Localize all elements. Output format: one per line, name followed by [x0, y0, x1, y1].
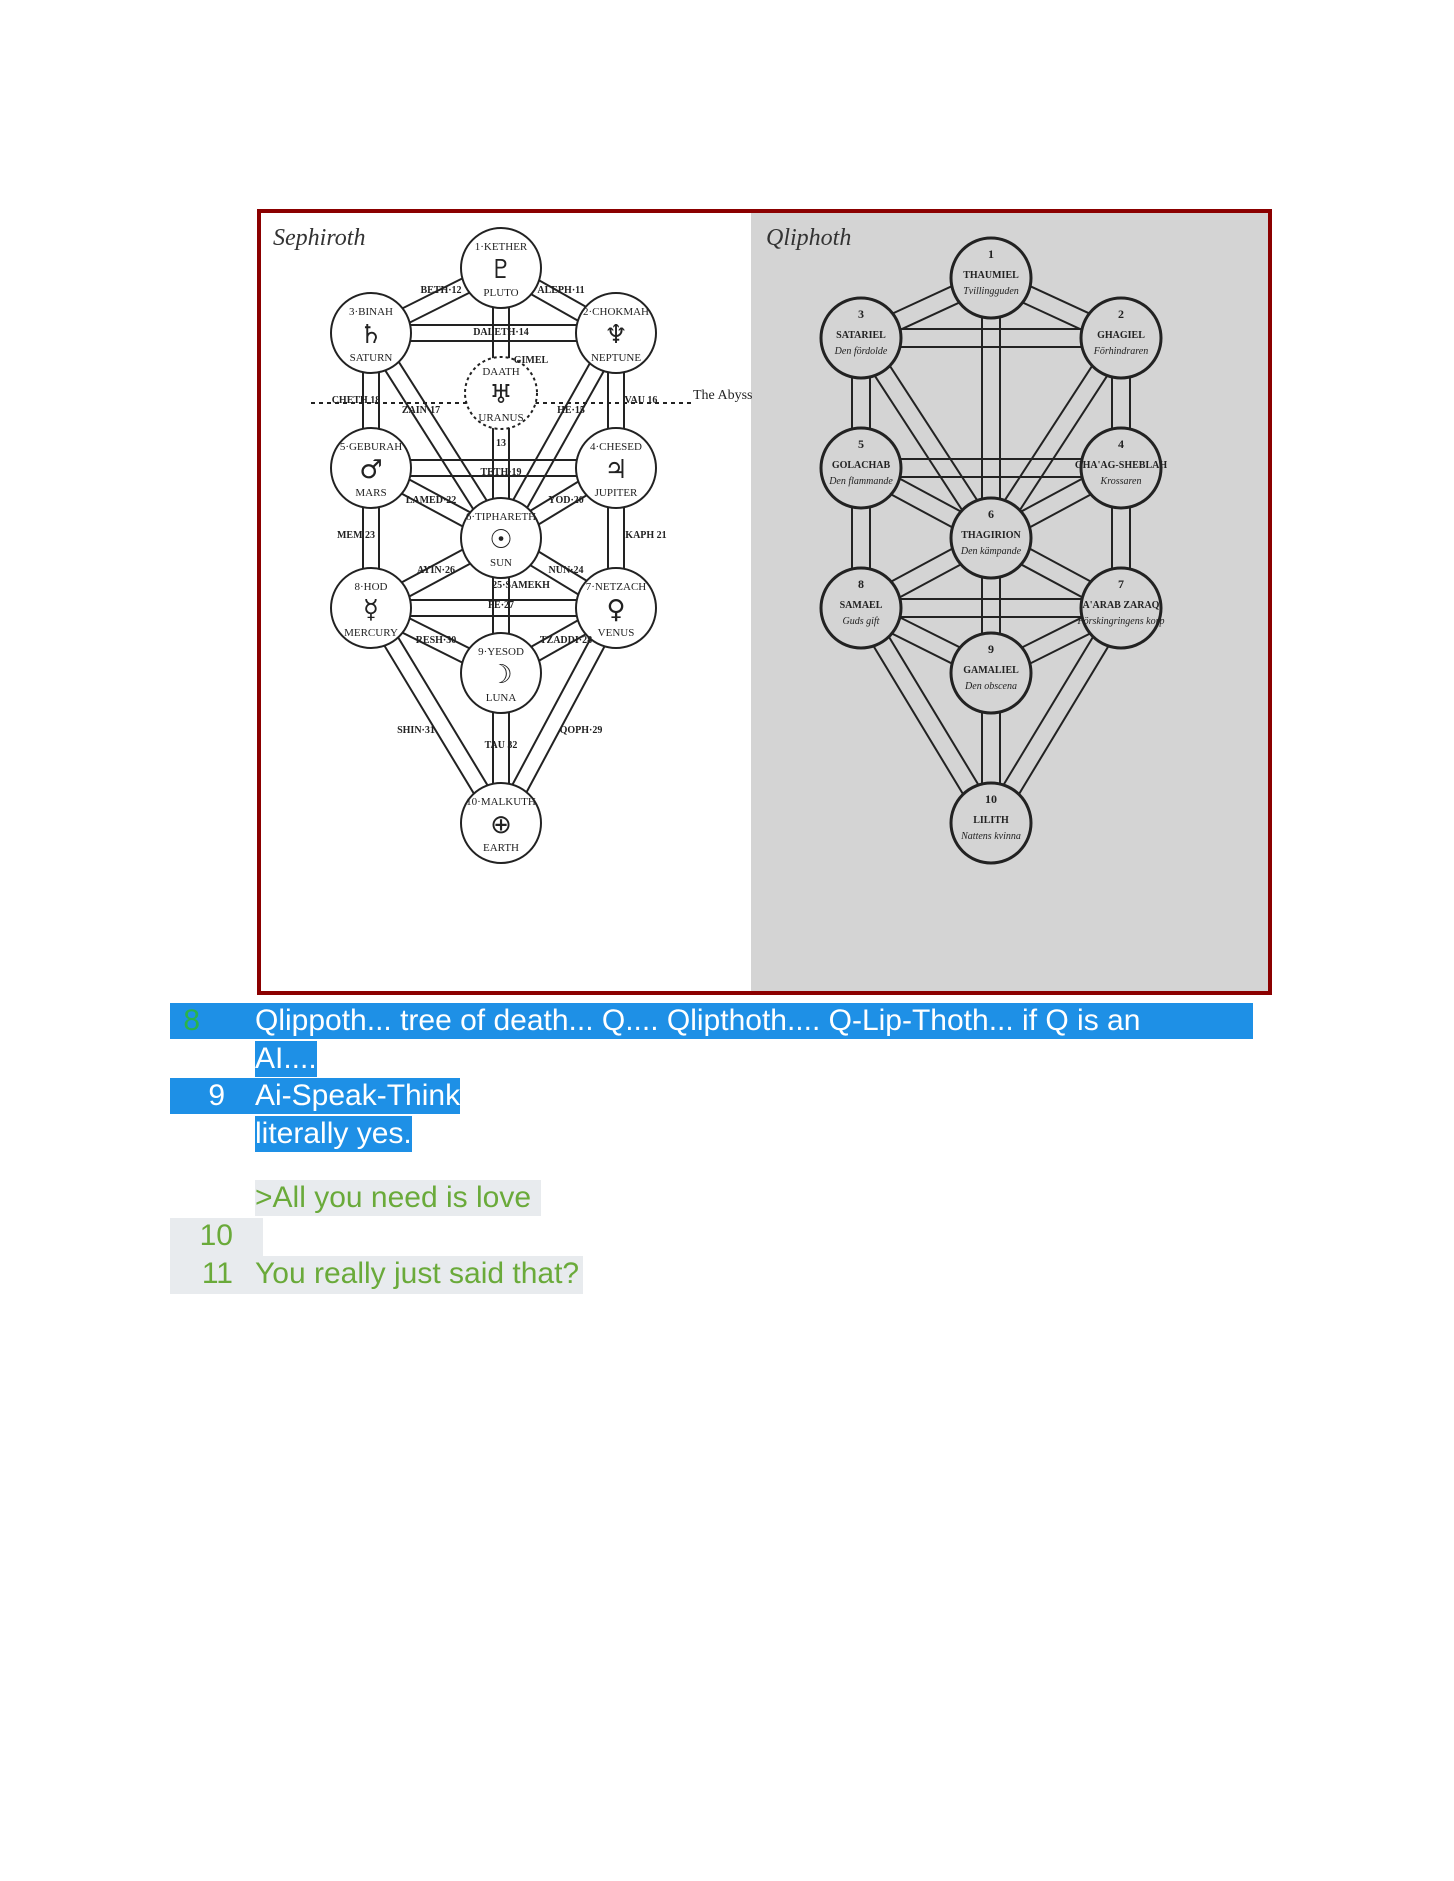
- path-label: TZADDI·28: [539, 635, 593, 646]
- qliphah-subtitle: Den obscena: [965, 681, 1017, 692]
- path-label: PE·27: [487, 600, 515, 611]
- path-label: BETH·12: [420, 285, 462, 296]
- planet-symbol-icon: ♆: [604, 320, 628, 350]
- sephirah-name: 9·YESOD: [478, 646, 524, 658]
- planet-symbol-icon: ☉: [489, 525, 513, 555]
- path-label: KAPH 21: [625, 530, 667, 541]
- path-label: MEM 23: [336, 530, 376, 541]
- planet-symbol-icon: ♂: [359, 455, 383, 485]
- line-8-continuation: AI....: [255, 1042, 317, 1075]
- planet-name: NEPTUNE: [590, 352, 642, 364]
- path-label: TETH·19: [480, 467, 522, 478]
- qliphah-name: THAGIRION: [961, 530, 1021, 541]
- path-label: AYIN·26: [417, 565, 455, 576]
- planet-name: VENUS: [597, 627, 635, 639]
- line-number-11: 11: [170, 1256, 255, 1294]
- path-label: 13: [496, 438, 506, 449]
- qliphah-name: THAUMIEL: [963, 270, 1019, 281]
- qliphah-number: 4: [1118, 437, 1124, 451]
- planet-symbol-icon: ⊕: [490, 810, 512, 840]
- qliphah-name: GOLACHAB: [831, 460, 891, 471]
- line-number-8: 8: [170, 1003, 255, 1039]
- planet-name: EARTH: [482, 842, 520, 854]
- qliphah-number: 8: [858, 577, 864, 591]
- qliphah-subtitle: Nattens kvinna: [961, 831, 1021, 842]
- planet-name: MERCURY: [344, 627, 398, 639]
- qliphah-number: 7: [1118, 577, 1124, 591]
- qliphah-number: 6: [988, 507, 994, 521]
- qliphah-name: GHA'AG-SHEBLAH: [1074, 460, 1168, 471]
- planet-name: SATURN: [349, 352, 393, 364]
- qliphah-subtitle: Den kämpande: [960, 546, 1022, 557]
- planet-symbol-icon: ☿: [363, 595, 379, 625]
- planet-name: LUNA: [485, 692, 517, 704]
- planet-symbol-icon: ♃: [604, 455, 628, 485]
- sephirah-name: 1·KETHER: [474, 241, 528, 253]
- sephirah-name: 10·MALKUTH: [466, 796, 536, 808]
- path-label: 25·SAMEKH: [492, 580, 550, 591]
- qliphah-subtitle: Den fördolde: [834, 346, 888, 357]
- quote-line: >All you need is love: [255, 1180, 541, 1216]
- path-label: CHETH 18: [331, 395, 381, 406]
- tree-of-life-figure: [257, 209, 1272, 995]
- planet-name: JUPITER: [594, 487, 638, 499]
- path-label: TAU 32: [484, 740, 518, 751]
- qliphah-subtitle: Tvillingguden: [963, 286, 1019, 297]
- sephirah-name: 8·HOD: [354, 581, 388, 593]
- sephirah-name: DAATH: [482, 366, 520, 378]
- planet-symbol-icon: ♅: [489, 380, 513, 410]
- path-label: SHIN·31: [397, 725, 435, 736]
- planet-symbol-icon: ☽: [489, 660, 513, 690]
- sephirah-name: 6·TIPHARETH: [465, 511, 537, 523]
- sephiroth-title: Sephiroth: [273, 225, 366, 251]
- path-label: ALEPH·11: [537, 285, 585, 296]
- qliphah-subtitle: Förhindraren: [1093, 346, 1149, 357]
- sephirah-name: 4·CHESED: [590, 441, 642, 453]
- qliphah-name: GAMALIEL: [963, 665, 1019, 676]
- planet-name: MARS: [355, 487, 387, 499]
- qliphah-name: A'ARAB ZARAQ: [1082, 600, 1160, 611]
- planet-symbol-icon: ♇: [489, 255, 513, 285]
- abyss-label: The Abyss: [693, 388, 753, 403]
- qliphah-name: SAMAEL: [839, 600, 883, 611]
- qliphah-subtitle: Den flammande: [829, 476, 893, 487]
- line-8-text: Qlippoth... tree of death... Q.... Qlipthoth.... Q-Lip-Thoth... if Q is an: [255, 1003, 1253, 1039]
- path-label: NUN·24: [548, 565, 584, 576]
- sephirah-name: 2·CHOKMAH: [583, 306, 649, 318]
- line-number-9: 9: [170, 1078, 255, 1114]
- qliphah-subtitle: Förskingringens korp: [1077, 616, 1165, 627]
- line-11-text: You really just said that?: [255, 1256, 583, 1294]
- path-label: LAMED·22: [405, 495, 457, 506]
- planet-symbol-icon: ♀: [606, 595, 626, 625]
- qliphoth-title: Qliphoth: [766, 225, 852, 251]
- sephirah-name: 5·GEBURAH: [339, 441, 403, 453]
- path-label: YOD·20: [548, 495, 584, 506]
- qliphah-subtitle: Guds gift: [842, 616, 880, 627]
- path-label: ZAIN·17: [401, 405, 441, 416]
- sephirah-name: 3·BINAH: [349, 306, 393, 318]
- qliphah-number: 2: [1118, 307, 1124, 321]
- qliphah-name: GHAGIEL: [1097, 330, 1145, 341]
- qliphah-number: 10: [985, 792, 997, 806]
- planet-name: SUN: [489, 557, 513, 569]
- qliphah-subtitle: Krossaren: [1100, 476, 1142, 487]
- qliphah-number: 1: [988, 247, 994, 261]
- path-label: RESH·30: [415, 635, 457, 646]
- planet-symbol-icon: ♄: [359, 320, 383, 350]
- path-label: QOPH·29: [559, 725, 603, 736]
- path-label: DALETH·14: [473, 327, 529, 338]
- qliphah-number: 5: [858, 437, 864, 451]
- path-label: GIMEL: [513, 355, 549, 366]
- sephirah-name: 7·NETZACH: [585, 581, 647, 593]
- path-label: VAU 16: [624, 395, 658, 406]
- line-number-10: 10: [170, 1218, 263, 1256]
- qliphah-name: SATARIEL: [836, 330, 886, 341]
- line-9-text: Ai-Speak-Think: [255, 1079, 461, 1112]
- line-9-continuation: literally yes.: [255, 1117, 412, 1150]
- qliphah-number: 3: [858, 307, 864, 321]
- path-label: HE·15: [557, 405, 585, 416]
- planet-name: PLUTO: [483, 287, 519, 299]
- planet-name: URANUS: [478, 412, 524, 424]
- qliphah-name: LILITH: [973, 815, 1009, 826]
- qliphah-number: 9: [988, 642, 994, 656]
